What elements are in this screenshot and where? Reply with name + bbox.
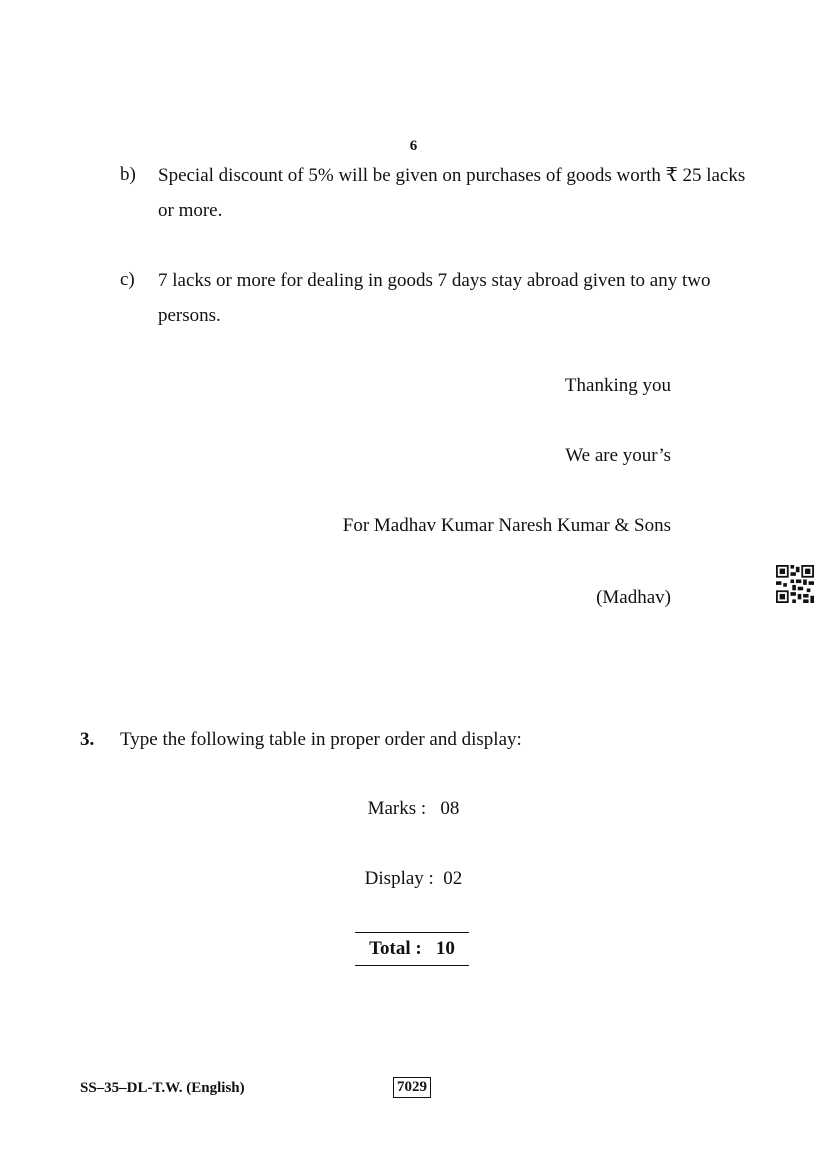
closing-firm: For Madhav Kumar Naresh Kumar & Sons [342,515,671,536]
marks-line: Marks : 08 [367,798,460,819]
closing-thanks: Thanking you [564,375,671,396]
item-label-b: b) [120,164,136,185]
closing-regards: We are your’s [565,445,671,466]
item-text-c: 7 lacks or more for dealing in goods 7 days stay abroad given to any two persons. [158,270,711,326]
page-number: 6 [409,138,418,154]
footer-code: SS–35–DL-T.W. (English) [80,1080,245,1096]
total-line: Total : 10 [355,932,469,966]
question-number: 3. [80,729,95,750]
qr-code-icon [776,565,814,603]
display-line: Display : 02 [364,868,463,889]
question-text: Type the following table in proper order and display: [120,729,522,750]
item-text-b: Special discount of 5% will be given on purchases of goods worth ₹ 25 lacks or more. [158,165,746,221]
footer-paper-number: 7029 [393,1077,431,1098]
item-label-c: c) [120,269,135,290]
closing-signatory: (Madhav) [596,587,671,608]
